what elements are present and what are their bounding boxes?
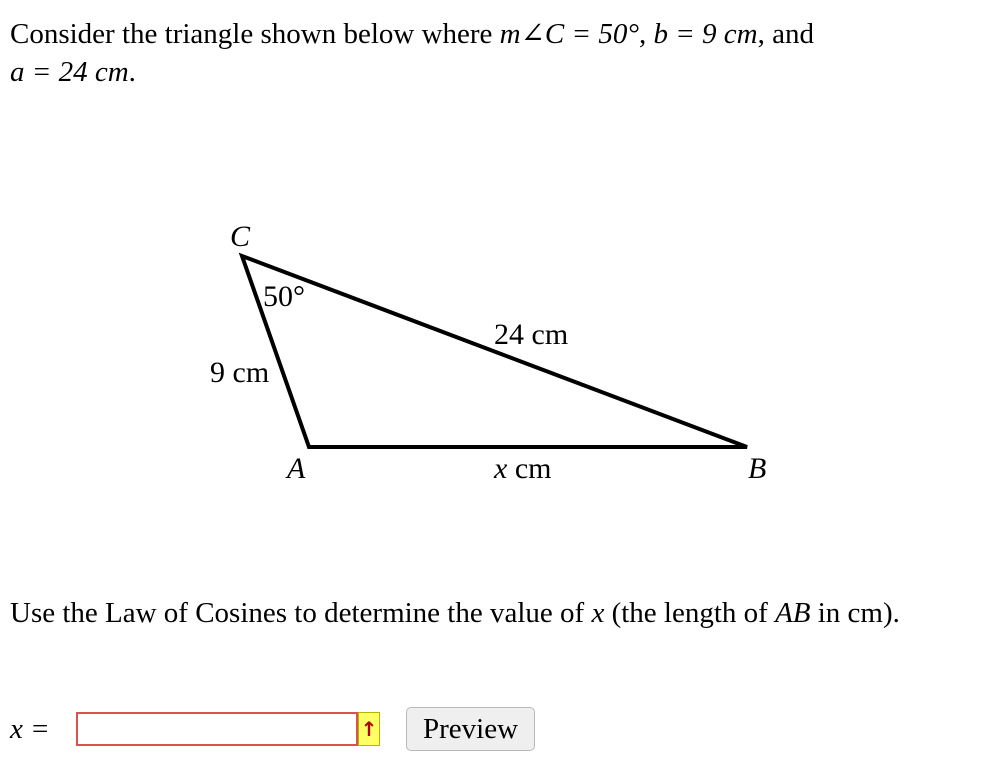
- separator: ,: [638, 18, 654, 50]
- side-b-label: 9 cm: [210, 356, 270, 389]
- question-segment: AB: [775, 597, 811, 629]
- side-a-expression: a = 24 cm: [10, 56, 129, 88]
- side-a-label: 24 cm: [494, 318, 569, 351]
- answer-input[interactable]: [76, 712, 358, 746]
- answer-row: [10, 706, 535, 752]
- vertex-c-label: C: [230, 220, 251, 253]
- angle-expression: m∠C = 50°: [499, 18, 639, 50]
- question-part: (the length of: [604, 597, 776, 629]
- question-variable: x: [591, 597, 605, 629]
- side-c-unit: cm: [507, 452, 552, 485]
- equation-helper-icon[interactable]: ↑: [358, 712, 380, 746]
- answer-label: x =: [10, 712, 50, 745]
- side-b-expression: b = 9 cm: [653, 18, 758, 50]
- triangle-shape: [242, 256, 747, 447]
- side-c-variable: x: [494, 452, 508, 485]
- question-text: [10, 594, 970, 632]
- question-part: in cm).: [810, 597, 900, 629]
- question-part: Use the Law of Cosines to determine the value of: [10, 597, 592, 629]
- separator: , and: [757, 18, 814, 50]
- period: .: [128, 56, 136, 88]
- preview-button[interactable]: Preview: [406, 707, 535, 751]
- vertex-a-label: A: [287, 452, 306, 485]
- angle-c-label: 50°: [263, 280, 305, 313]
- intro-text: Consider the triangle shown below where: [10, 18, 500, 50]
- vertex-b-label: B: [748, 452, 767, 485]
- side-c-label: [493, 452, 551, 485]
